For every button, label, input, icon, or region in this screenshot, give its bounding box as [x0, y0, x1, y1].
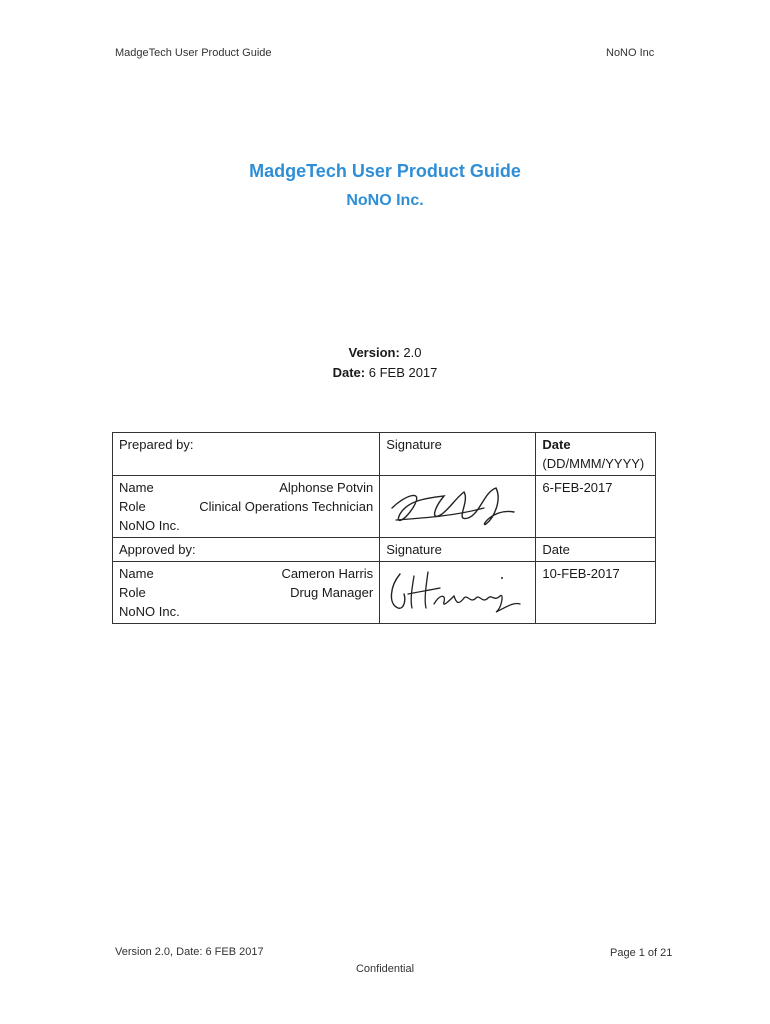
prepared-header-row	[113, 433, 656, 476]
footer-version: Version 2.0, Date: 6 FEB 2017	[115, 946, 264, 958]
approved-role-value: Drug Manager	[290, 585, 374, 600]
version-label: Version:	[348, 345, 400, 360]
approved-signature-image	[384, 564, 524, 616]
approved-name-value: Cameron Harris	[281, 566, 374, 581]
header-left: MadgeTech User Product Guide	[115, 47, 272, 59]
version-value: 2.0	[403, 345, 422, 360]
signature-table	[112, 432, 656, 624]
prepared-details	[113, 476, 380, 538]
prepared-company: NoNO Inc.	[119, 518, 180, 533]
approved-detail-row	[113, 562, 656, 624]
document-title: MadgeTech User Product Guide	[249, 161, 521, 181]
prepared-date: 6-FEB-2017	[536, 476, 656, 538]
approved-company: NoNO Inc.	[119, 604, 180, 619]
approved-by-header: Approved by:	[113, 538, 380, 562]
date-label: Date:	[332, 365, 366, 380]
prepared-signature-header: Signature	[380, 433, 536, 476]
prepared-by-header: Prepared by:	[113, 433, 380, 476]
approved-signature-cell	[380, 562, 536, 624]
document-company: NoNO Inc.	[346, 192, 424, 209]
approved-signature-header: Signature	[380, 538, 536, 562]
version-line	[0, 345, 770, 360]
approved-details	[113, 562, 380, 624]
header-right: NoNO Inc	[606, 47, 655, 59]
prepared-detail-row	[113, 476, 656, 538]
date-header-line2: (DD/MMM/YYYY)	[542, 456, 645, 471]
approved-date: 10-FEB-2017	[536, 562, 656, 624]
prepared-name-value: Alphonse Potvin	[279, 480, 374, 495]
footer-confidential: Confidential	[355, 963, 415, 975]
date-value: 6 FEB 2017	[368, 365, 438, 380]
date-header-line1: Date	[542, 437, 571, 452]
prepared-role-value: Clinical Operations Technician	[199, 499, 374, 514]
prepared-signature-image	[384, 478, 524, 534]
footer-page-number: Page 1 of 21	[610, 947, 673, 959]
date-line	[0, 365, 770, 380]
prepared-name-label: Name	[119, 480, 154, 495]
approved-name-label: Name	[119, 566, 154, 581]
prepared-signature-cell	[380, 476, 536, 538]
approved-date-header: Date	[536, 538, 656, 562]
approved-role-label: Role	[119, 585, 146, 600]
prepared-role-label: Role	[119, 499, 146, 514]
approved-header-row	[113, 538, 656, 562]
prepared-date-header	[536, 433, 656, 476]
